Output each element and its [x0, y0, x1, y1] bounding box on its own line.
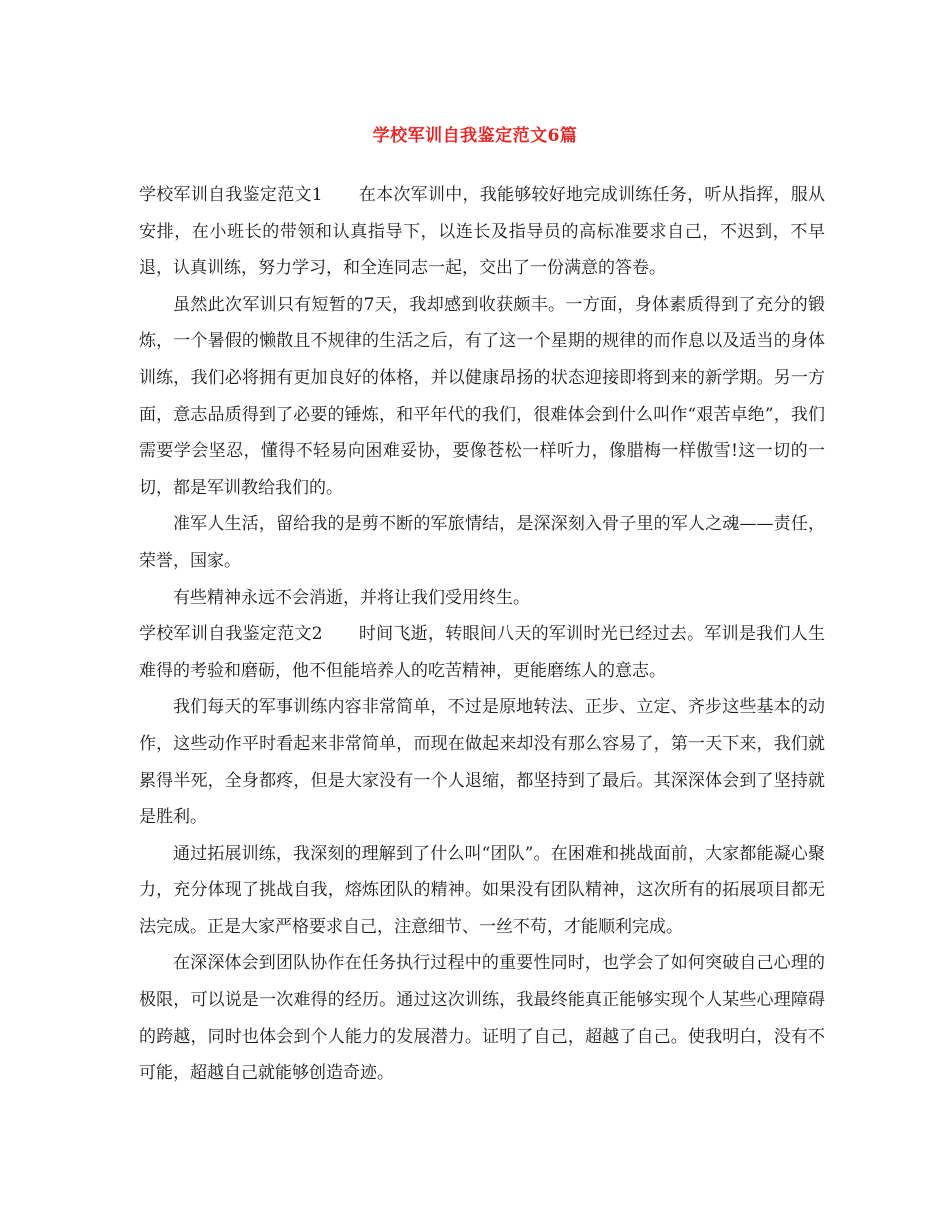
- section-2-paragraph: 我们每天的军事训练内容非常简单，不过是原地转法、正步、立定、齐步这些基本的动作，这些动作平时看起来非常简单，而现在做起来却没有那么容易了，第一天下来，我们就累得半死，全身都疼，但是大家没有一个人退缩，都坚持到了最后。其深深体会到了坚持就是胜利。: [139, 697, 825, 828]
- section-2-lead-text: 时间飞逝，转眼间八天的军训时光已经过去。军训是我们人生难得的考验和磨砺，他不但能培养人的吃苦精神，更能磨练人的意志。: [139, 624, 825, 681]
- section-2-heading: 学校军训自我鉴定范文2: [139, 624, 323, 645]
- section-2-paragraph: 在深深体会到团队协作在任务执行过程中的重要性同时，也学会了如何突破自己心理的极限，可以说是一次难得的经历。通过这次训练，我最终能真正能够实现个人某些心理障碍的跨越，同时也体会到个人能力的发展潜力。证明了自己，超越了自己。使我明白，没有不可能，超越自己就能够创造奇迹。: [139, 953, 825, 1084]
- document-body: [139, 177, 825, 1092]
- section-2-paragraph: 通过拓展训练，我深刻的理解到了什么叫“团队”。在困难和挑战面前，大家都能凝心聚力，充分体现了挑战自我，熔炼团队的精神。如果没有团队精神，这次所有的拓展项目都无法完成。正是大家严格要求自己，注意细节、一丝不苟，才能顺利完成。: [139, 843, 825, 937]
- section-1-heading: 学校军训自我鉴定范文1: [139, 185, 323, 205]
- section-2-lead-paragraph: [139, 616, 825, 689]
- section-1-lead-paragraph: [139, 177, 825, 287]
- section-1-paragraph: 准军人生活，留给我的是剪不断的军旅情结，是深深刻入骨子里的军人之魂——责任，荣誉，国家。: [139, 514, 825, 571]
- section-1-paragraph: 虽然此次军训只有短暂的7天，我却感到收获颇丰。一方面，身体素质得到了充分的锻炼，一个暑假的懒散且不规律的生活之后，有了这一个星期的规律的而作息以及适当的身体训练，我们必将拥有更加良好的体格，并以健康昂扬的状态迎接即将到来的新学期。另一方面，意志品质得到了必要的锤炼，和平年代的我们，很难体会到什么叫作“艰苦卓绝”，我们需要学会坚忍，懂得不轻易向困难妥协，要像苍松一样听力，像腊梅一样傲雪!这一切的一切，都是军训教给我们的。: [139, 294, 825, 498]
- section-1-paragraph: 有些精神永远不会消逝，并将让我们受用终生。: [173, 587, 530, 608]
- section-1-lead-text: 在本次军训中，我能够较好地完成训练任务，听从指挥，服从安排，在小班长的带领和认真指导下，以连长及指导员的高标准要求自己，不迟到，不早退，认真训练，努力学习，和全连同志一起，交出了一份满意的答卷。: [139, 185, 825, 279]
- document-title: 学校军训自我鉴定范文6篇: [372, 126, 578, 146]
